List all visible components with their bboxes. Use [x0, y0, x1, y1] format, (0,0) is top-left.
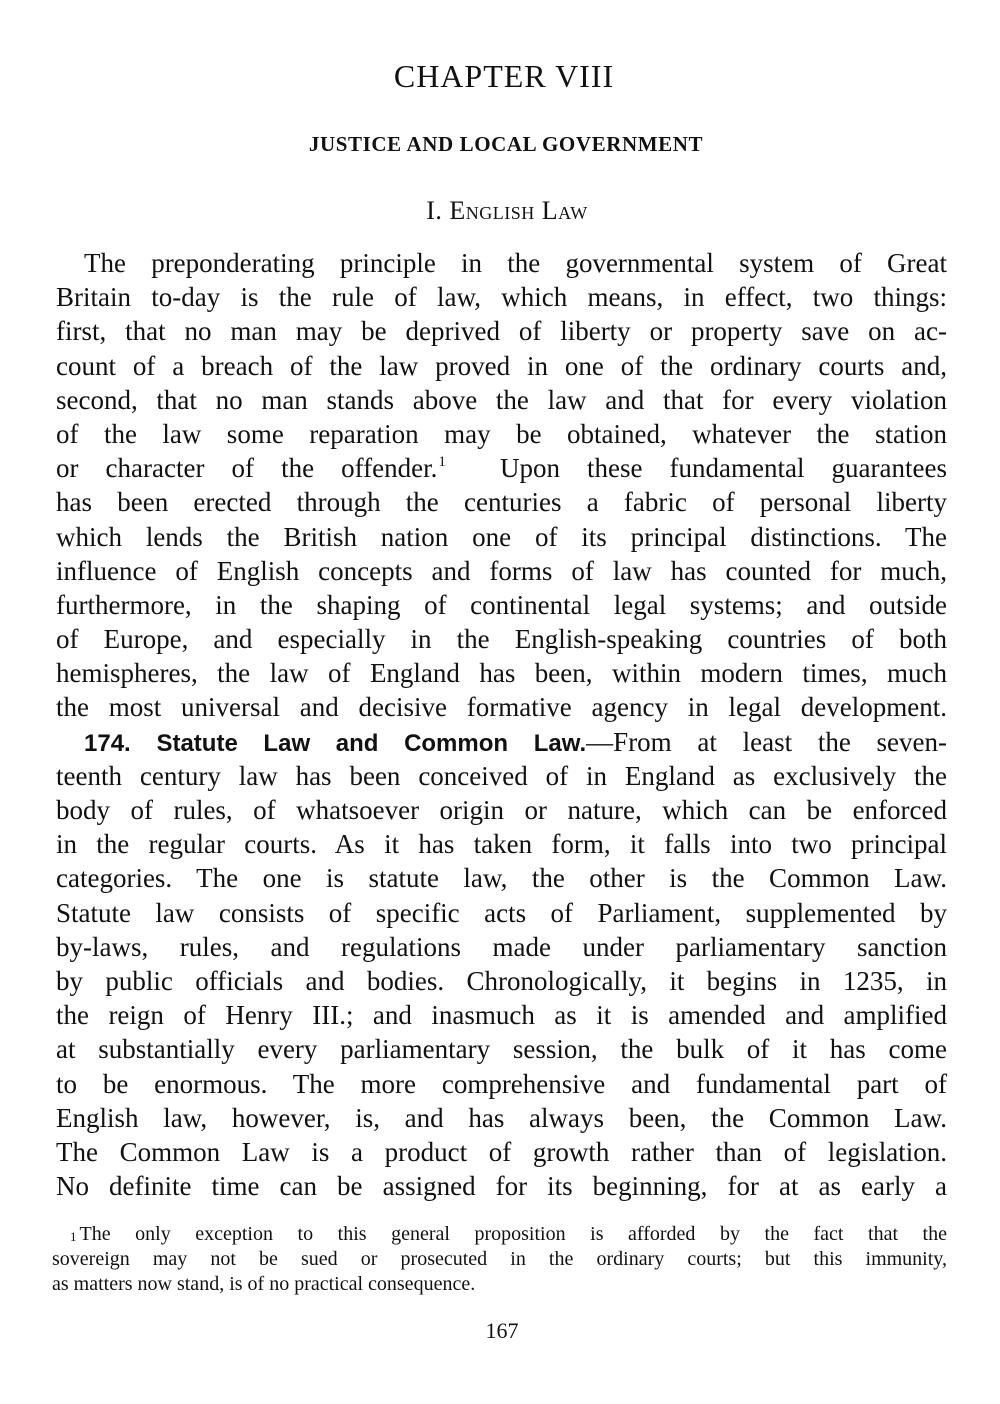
text-line: furthermore, in the shaping of continental legal systems; and outside	[56, 589, 947, 620]
text-segment: —From at least the seven-	[586, 726, 947, 757]
paragraph-title: Statute Law and Common Law.	[156, 729, 587, 757]
footnote-line	[52, 1222, 947, 1247]
text-line: Britain to-day is the rule of law, which means, in effect, two things:	[56, 282, 947, 313]
text-line: second, that no man stands above the law and that for every violation	[56, 384, 947, 415]
footnote-line: as matters now stand, is of no practical consequence.	[52, 1273, 476, 1295]
section-heading: I. English Law	[426, 196, 588, 225]
text-line: The preponderating principle in the governmental system of Great	[84, 248, 947, 278]
text-line: categories. The one is statute law, the other is the Common Law.	[56, 863, 947, 894]
text-line: the reign of Henry III.; and inasmuch as it is amended and amplified	[56, 1000, 947, 1031]
text-line: has been erected through the centuries a fabric of personal liberty	[56, 487, 947, 518]
text-segment: Upon these fundamental guarantees	[499, 453, 947, 484]
text-line: No definite time can be assigned for its beginning, for at as early a	[56, 1171, 947, 1202]
text-line: at substantially every parliamentary session, the bulk of it has come	[56, 1034, 947, 1065]
text-line: the most universal and decisive formative agency in legal development.	[56, 692, 947, 723]
chapter-title: CHAPTER VIII	[393, 58, 615, 94]
paragraph-statute-common-law	[56, 725, 947, 1204]
text-line: of the law some reparation may be obtained, whatever the station	[56, 418, 947, 449]
footnote-reference[interactable]: 1	[438, 454, 446, 471]
text-line: by-laws, rules, and regulations made under parliamentary sanction	[56, 931, 947, 962]
footnote-marker: 1	[70, 1229, 77, 1244]
text-line: hemispheres, the law of England has been, within modern times, much	[56, 658, 947, 689]
text-line: by public officials and bodies. Chronologically, it begins in 1235, in	[56, 965, 947, 996]
text-line	[56, 725, 947, 759]
chapter-subtitle: JUSTICE AND LOCAL GOVERNMENT	[308, 132, 704, 156]
text-line: count of a breach of the law proved in one of the ordinary courts and,	[56, 350, 947, 381]
text-line: Statute law consists of specific acts of Parliament, supplemented by	[56, 897, 947, 928]
text-line: which lends the British nation one of its principal distinctions. The	[56, 521, 947, 552]
text-line: The Common Law is a product of growth rather than of legislation.	[56, 1136, 947, 1167]
text-line: of Europe, and especially in the English-speaking countries of both	[56, 624, 947, 655]
text-line	[56, 451, 947, 485]
page-number: 167	[485, 1318, 519, 1343]
footnote	[52, 1222, 947, 1297]
body-text	[56, 246, 947, 1203]
text-line: influence of English concepts and forms of law has counted for much,	[56, 555, 947, 586]
text-segment: The only exception to this general proposition is afforded by the fact that the	[79, 1223, 947, 1245]
text-line: to be enormous. The more comprehensive and fundamental part of	[56, 1068, 947, 1099]
paragraph-english-law	[56, 246, 947, 725]
text-line: body of rules, of whatsoever origin or nature, which can be enforced	[56, 795, 947, 825]
footnote-line: sovereign may not be sued or prosecuted in the ordinary courts; but this immunity,	[52, 1248, 947, 1270]
paragraph-number: 174.	[84, 729, 131, 757]
text-line: in the regular courts. As it has taken form, it falls into two principal	[56, 829, 947, 860]
text-line: first, that no man may be deprived of liberty or property save on ac-	[56, 316, 947, 347]
text-line: English law, however, is, and has always been, the Common Law.	[56, 1102, 947, 1133]
text-line: teenth century law has been conceived of in England as exclusively the	[56, 760, 947, 791]
text-segment: or character of the offender.	[56, 453, 438, 484]
